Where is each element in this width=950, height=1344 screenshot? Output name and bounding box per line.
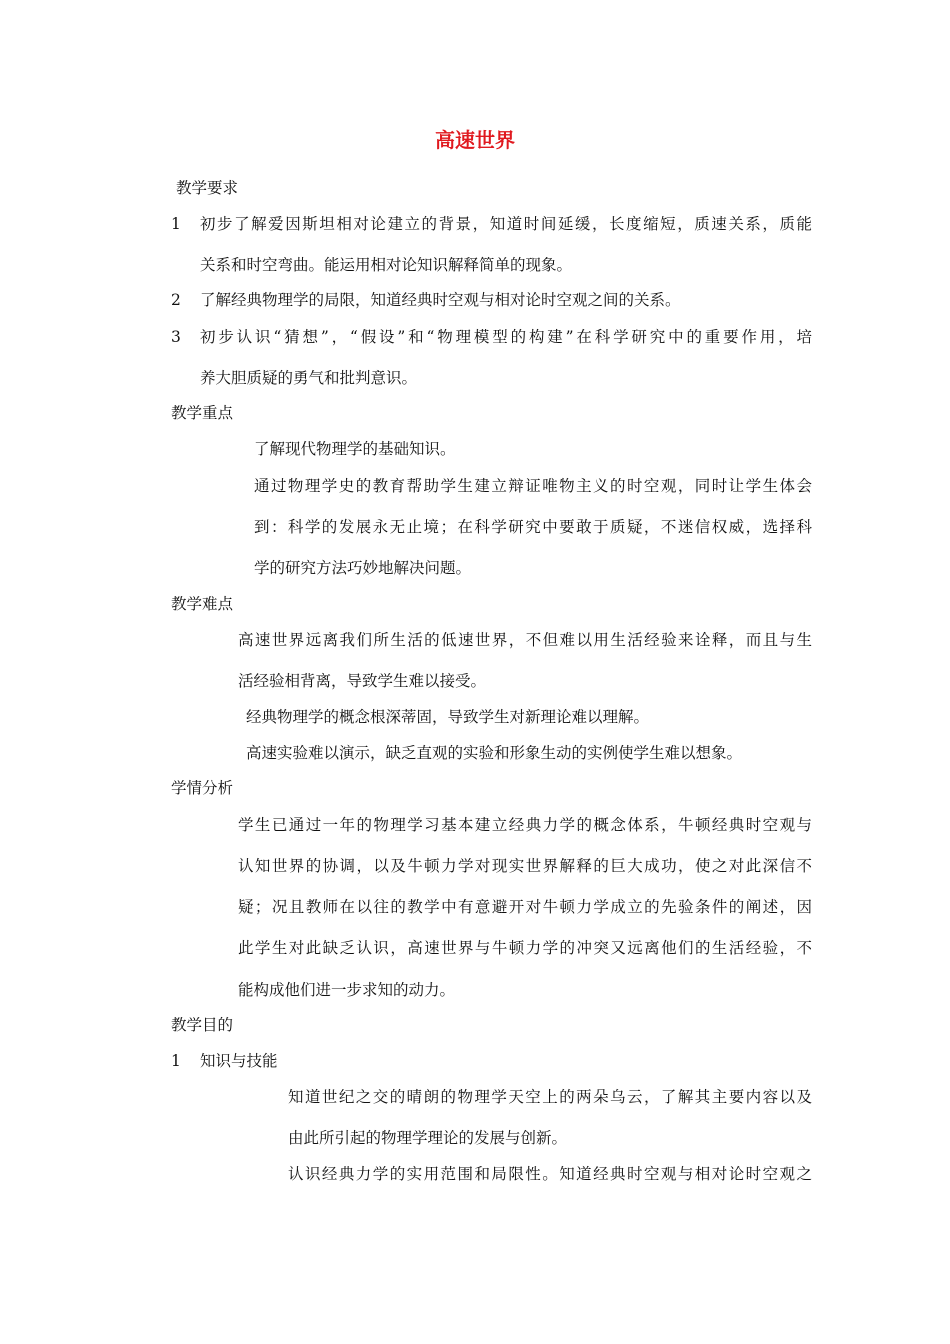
paragraph-line: 知道世纪之交的晴朗的物理学天空上的两朵乌云，了解其主要内容以及 (288, 1088, 812, 1106)
paragraph-line: 通过物理学史的教育帮助学生建立辩证唯物主义的时空观，同时让学生体会 (254, 477, 812, 495)
paragraph-line: 认知世界的协调，以及牛顿力学对现实世界解释的巨大成功，使之对此深信不 (238, 857, 812, 875)
list-number: 2 (171, 291, 181, 309)
paragraph-line: 了解现代物理学的基础知识。 (254, 440, 456, 458)
list-number: 1 (171, 1052, 181, 1070)
paragraph-line: 疑；况且教师在以往的教学中有意避开对牛顿力学成立的先验条件的阐述，因 (238, 898, 812, 916)
list-item-text: 初步了解爱因斯坦相对论建立的背景，知道时间延缓，长度缩短，质速关系，质能 (200, 215, 812, 233)
paragraph-line: 学生已通过一年的物理学习基本建立经典力学的概念体系，牛顿经典时空观与 (238, 816, 812, 834)
list-item-text: 初步认识“猜想”，“假设”和“物理模型的构建”在科学研究中的重要作用，培 (200, 328, 812, 346)
paragraph-line: 高速实验难以演示，缺乏直观的实验和形象生动的实例使学生难以想象。 (246, 744, 743, 762)
paragraph-line: 活经验相背离，导致学生难以接受。 (238, 672, 487, 690)
document-title: 高速世界 (435, 128, 515, 152)
section-heading-requirements: 教学要求 (176, 179, 239, 197)
section-heading-difficulties: 教学难点 (171, 595, 234, 613)
list-number: 1 (171, 215, 181, 233)
list-item-text: 了解经典物理学的局限，知道经典时空观与相对论时空观之间的关系。 (200, 291, 681, 309)
paragraph-line: 能构成他们进一步求知的动力。 (238, 981, 456, 999)
paragraph-line: 经典物理学的概念根深蒂固，导致学生对新理论难以理解。 (246, 708, 650, 726)
list-number: 3 (171, 328, 181, 346)
list-item-text-cont: 关系和时空弯曲。能运用相对论知识解释简单的现象。 (200, 256, 573, 274)
paragraph-line: 由此所引起的物理学理论的发展与创新。 (288, 1129, 568, 1147)
section-heading-objectives: 教学目的 (171, 1016, 234, 1034)
subheading-knowledge-skills: 知识与技能 (200, 1052, 278, 1070)
paragraph-line: 到：科学的发展永无止境；在科学研究中要敢于质疑，不迷信权威，选择科 (254, 518, 812, 536)
section-heading-key-points: 教学重点 (171, 404, 234, 422)
section-heading-analysis: 学情分析 (171, 779, 234, 797)
paragraph-line: 高速世界远离我们所生活的低速世界，不但难以用生活经验来诠释，而且与生 (238, 631, 812, 649)
paragraph-line: 认识经典力学的实用范围和局限性。知道经典时空观与相对论时空观之 (288, 1165, 812, 1183)
paragraph-line: 学的研究方法巧妙地解决问题。 (254, 559, 472, 577)
paragraph-line: 此学生对此缺乏认识，高速世界与牛顿力学的冲突又远离他们的生活经验，不 (238, 939, 812, 957)
list-item-text-cont: 养大胆质疑的勇气和批判意识。 (200, 369, 418, 387)
